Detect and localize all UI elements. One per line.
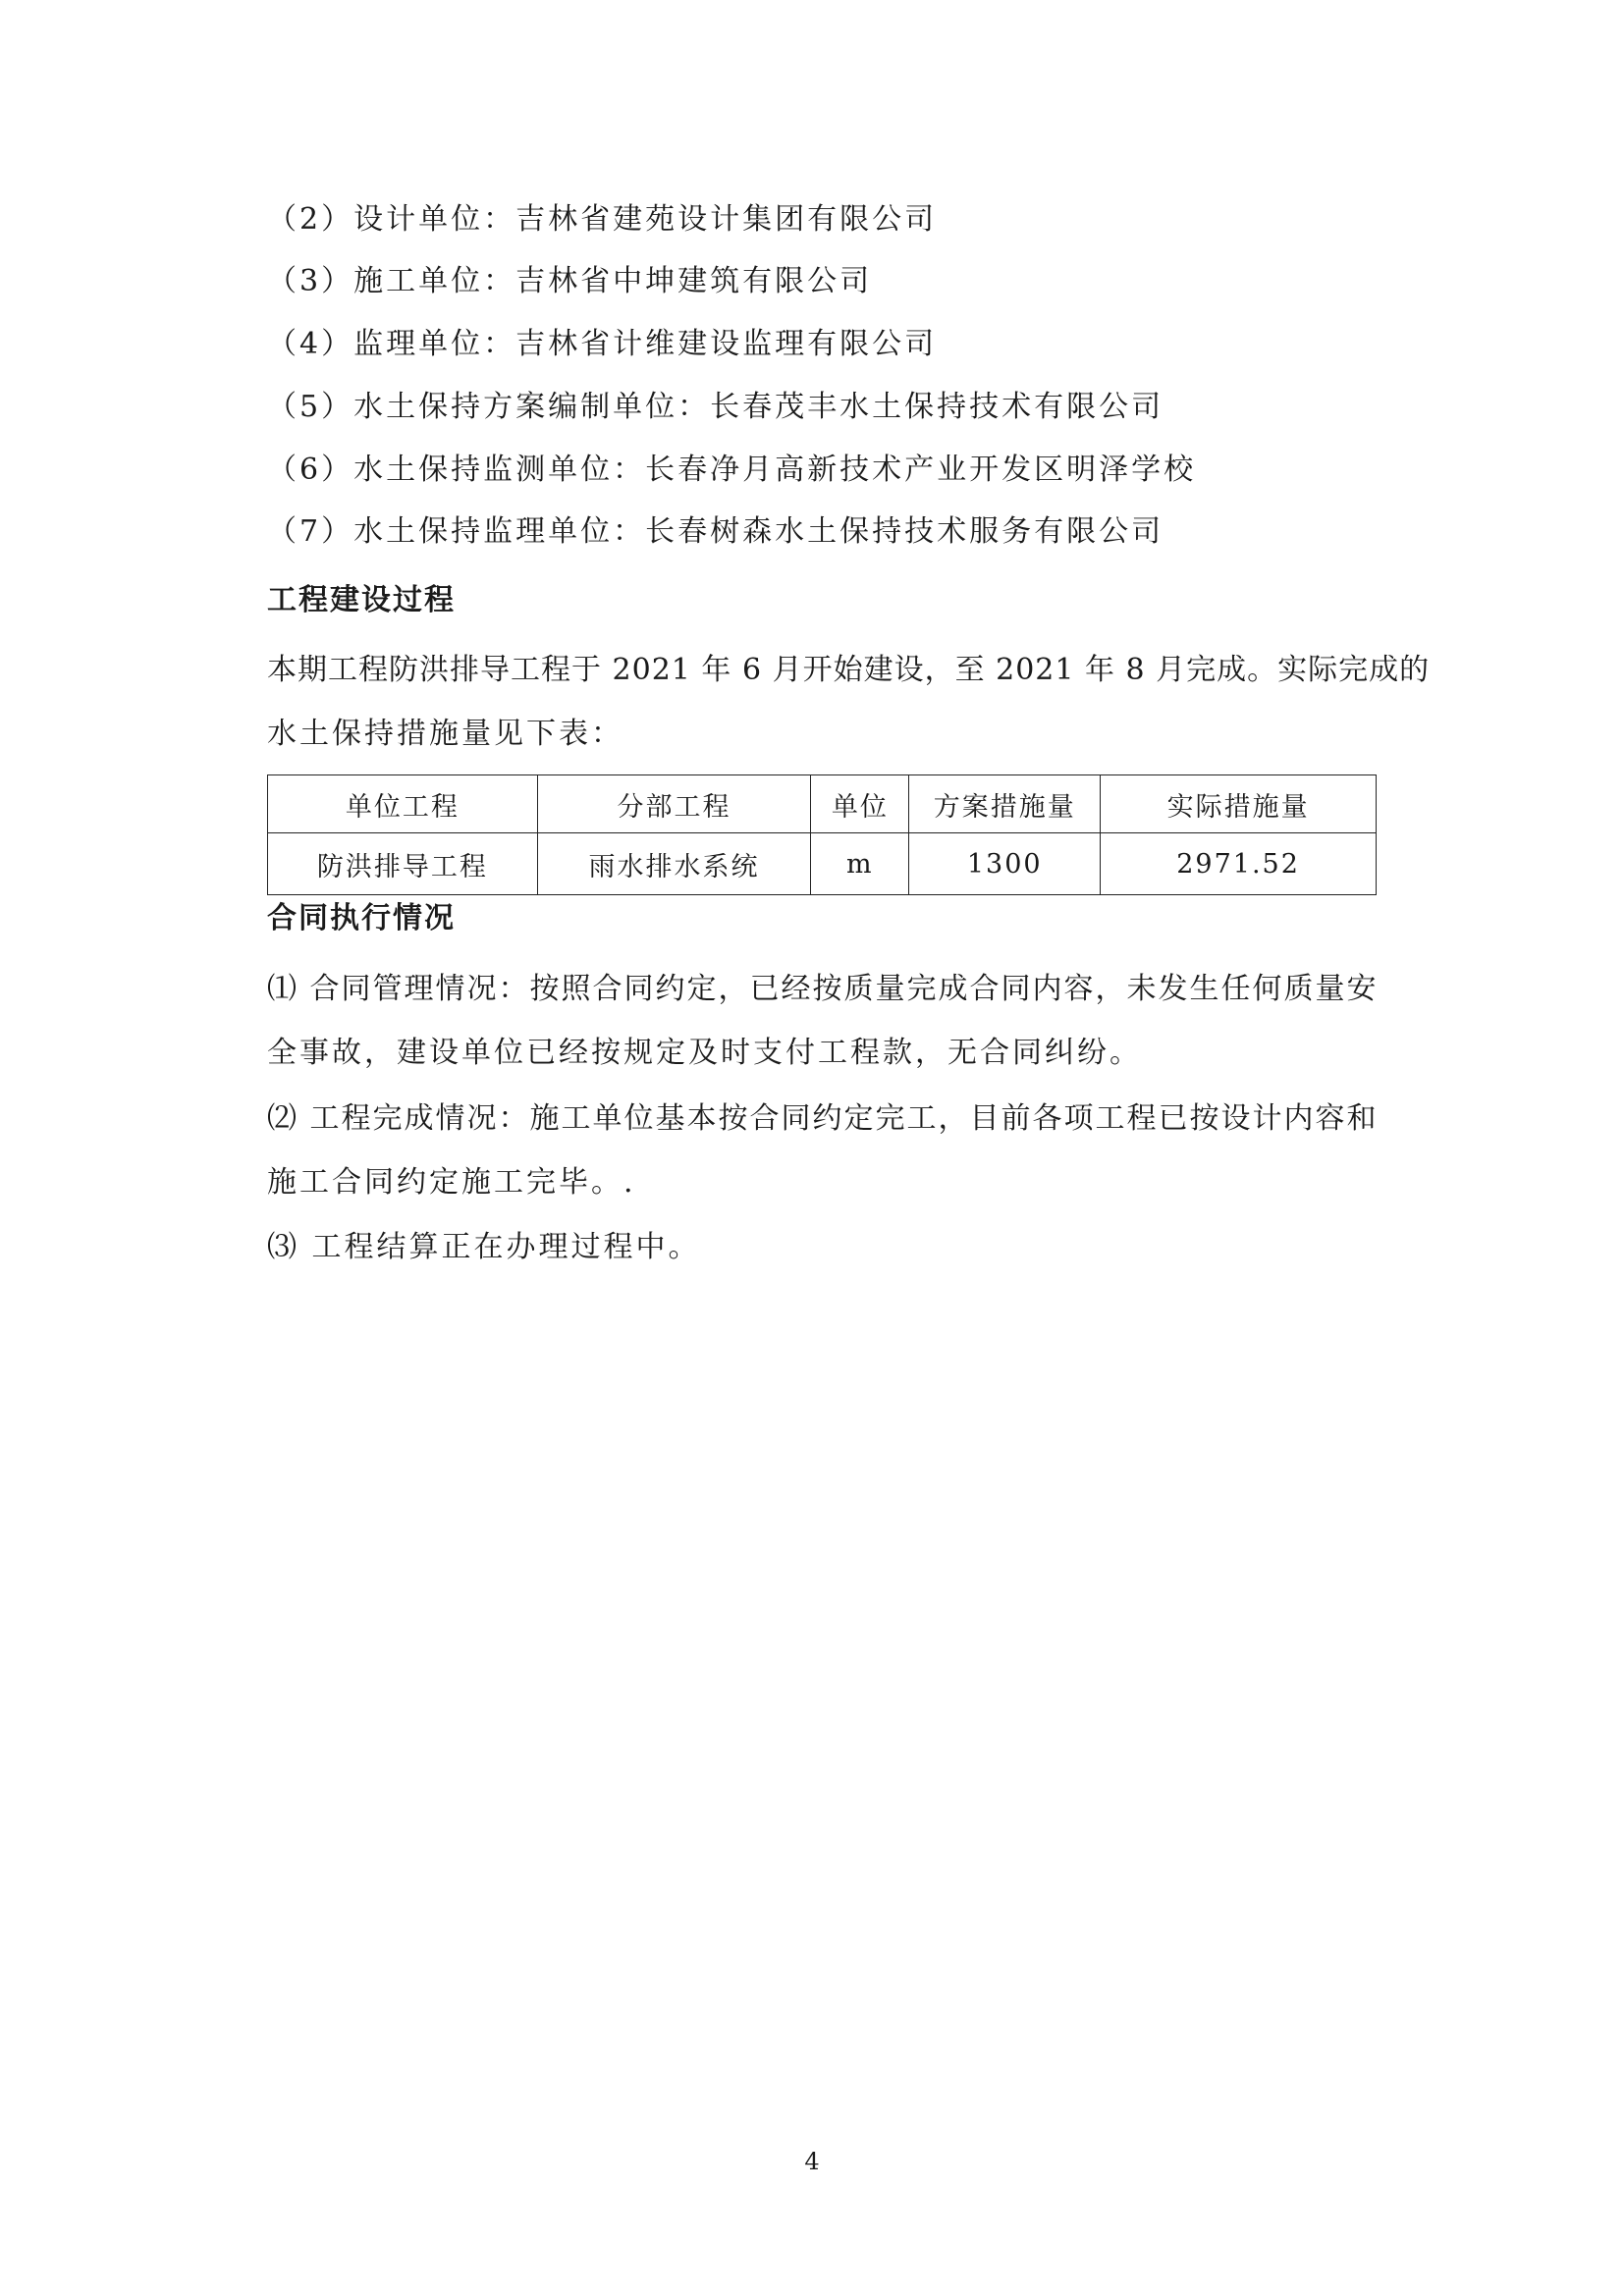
page-number: 4 — [804, 2148, 820, 2175]
construction-paragraph-line-2: 水土保持措施量见下表： — [267, 717, 623, 751]
construction-paragraph-line-1: 本期工程防洪排导工程于 2021 年 6 月开始建设，至 2021 年 8 月完成。实际完成的 — [267, 653, 1431, 687]
measures-table — [267, 774, 1377, 895]
table-header-row — [268, 775, 1377, 833]
cell-planned-quantity: 1300 — [909, 833, 1101, 895]
header-planned-quantity: 方案措施量 — [909, 775, 1101, 833]
header-unit: 单位 — [811, 775, 909, 833]
contract-item-1-line-2: 全事故，建设单位已经按规定及时支付工程款，无合同纠纷。 — [267, 1036, 1142, 1070]
unit-line-soil-supervision: （7）水土保持监理单位：长春树森水土保持技术服务有限公司 — [267, 514, 1164, 549]
cell-actual-quantity: 2971.52 — [1101, 833, 1377, 895]
unit-line-design: （2）设计单位：吉林省建苑设计集团有限公司 — [267, 202, 938, 237]
construction-heading: 工程建设过程 — [267, 583, 456, 617]
contract-item-2-line-2: 施工合同约定施工完毕。. — [267, 1165, 636, 1200]
contract-item-3: ⑶ 工程结算正在办理过程中。 — [267, 1230, 701, 1264]
cell-unit: m — [811, 833, 909, 895]
unit-line-construction: （3）施工单位：吉林省中坤建筑有限公司 — [267, 264, 873, 298]
unit-line-plan-compiler: （5）水土保持方案编制单位：长春茂丰水土保持技术有限公司 — [267, 390, 1164, 424]
contract-item-1-line-1: ⑴ 合同管理情况：按照合同约定，已经按质量完成合同内容，未发生任何质量安 — [267, 972, 1379, 1006]
table-row — [268, 833, 1377, 895]
unit-line-monitoring: （6）水土保持监测单位：长春净月高新技术产业开发区明泽学校 — [267, 453, 1197, 487]
header-actual-quantity: 实际措施量 — [1101, 775, 1377, 833]
cell-unit-project: 防洪排导工程 — [268, 833, 538, 895]
unit-line-supervision: （4）监理单位：吉林省计维建设监理有限公司 — [267, 327, 938, 361]
cell-sub-project: 雨水排水系统 — [537, 833, 811, 895]
header-sub-project: 分部工程 — [537, 775, 811, 833]
header-unit-project: 单位工程 — [268, 775, 538, 833]
contract-item-2-line-1: ⑵ 工程完成情况：施工单位基本按合同约定完工，目前各项工程已按设计内容和 — [267, 1101, 1379, 1136]
contract-heading: 合同执行情况 — [267, 901, 456, 935]
